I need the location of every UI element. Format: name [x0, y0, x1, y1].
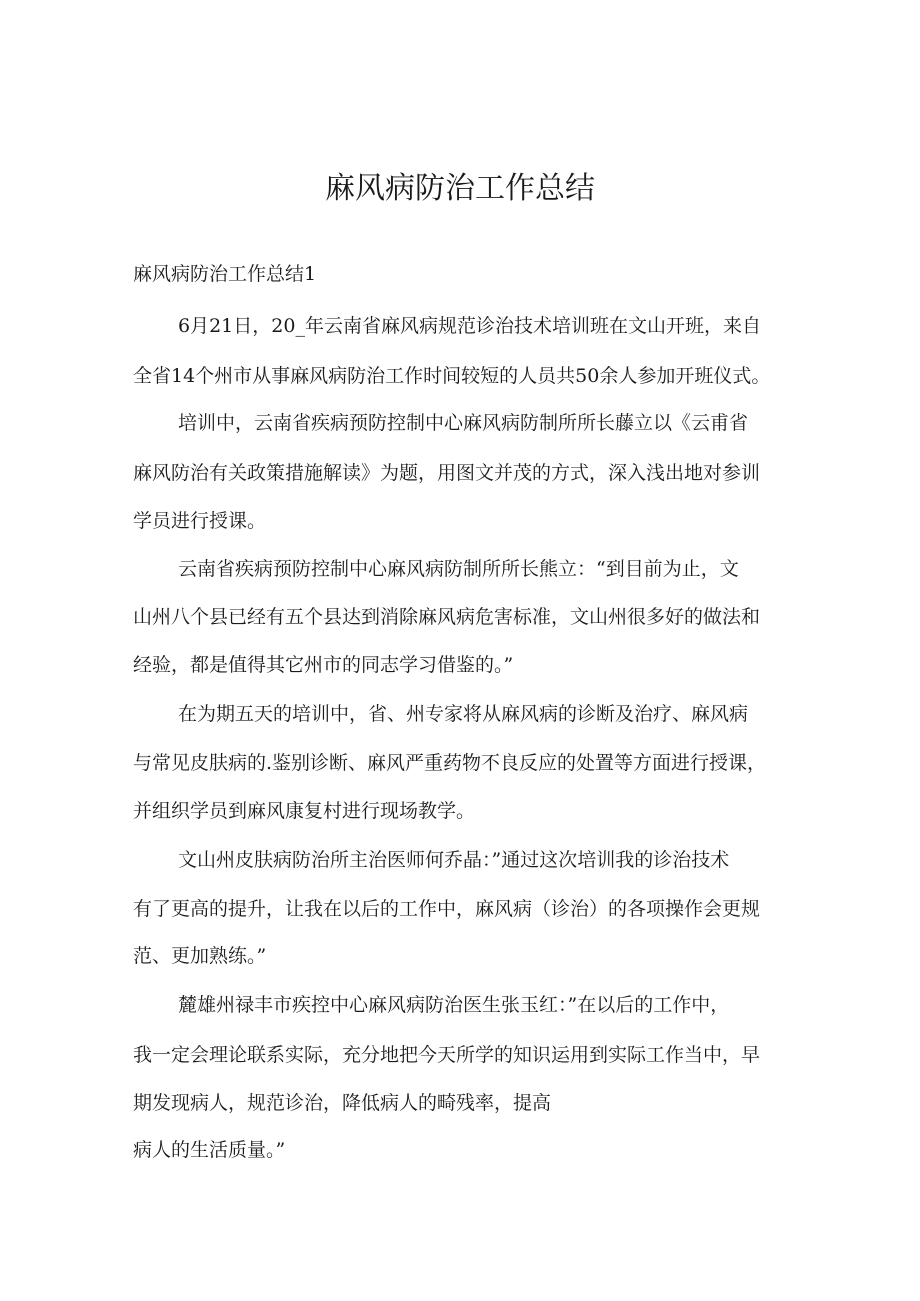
paragraph-line: 麻风防治有关政策措施解读》为题，用图文并茂的方式，深入浅出地对参训 [133, 462, 761, 484]
section-heading: 麻风病防治工作总结1 [133, 263, 317, 285]
paragraph-line: 经验，都是值得其它州市的同志学习借鉴的。” [133, 654, 514, 676]
paragraph-line: 并组织学员到麻风康复村进行现场教学。 [133, 800, 476, 822]
paragraph-line: 有了更高的提升，让我在以后的工作中，麻风病（诊治）的各项操作会更规 [133, 898, 761, 920]
paragraph-line: 在为期五天的培训中，省、州专家将从麻风病的诊断及治疗、麻风病 [178, 703, 749, 725]
paragraph-line: 6月21日，20_年云南省麻风病规范诊治技术培训班在文山开班，来自 [178, 315, 761, 337]
paragraph-line: 全省14个州市从事麻风病防治工作时间较短的人员共50余人参加开班仪式。 [133, 365, 771, 387]
paragraph-line: 病人的生活质量。” [133, 1139, 286, 1161]
paragraph-line: 文山州皮肤病防治所主治医师何乔晶：”通过这次培训我的诊治技术 [178, 849, 730, 871]
paragraph-line: 与常见皮肤病的.鉴别诊断、麻风严重药物不良反应的处置等方面进行授课， [133, 752, 767, 774]
paragraph-line: 培训中，云南省疾病预防控制中心麻风病防制所所长藤立以《云甫省 [178, 412, 749, 434]
paragraph-line: 麓雄州禄丰市疾控中心麻风病防治医生张玉红：”在以后的工作中， [178, 994, 730, 1016]
paragraph-line: 期发现病人，规范诊治，降低病人的畸残率，提高 [133, 1092, 552, 1114]
paragraph-line: 我一定会理论联系实际，充分地把今天所学的知识运用到实际工作当中，早 [133, 1044, 761, 1066]
paragraph-line: 学员进行授课。 [133, 510, 267, 532]
paragraph-line: 云南省疾病预防控制中心麻风病防制所所长熊立：“到目前为止，文 [178, 558, 739, 580]
paragraph-line: 山州八个县已经有五个县达到消除麻风病危害标准，文山州很多好的做法和 [133, 606, 761, 628]
paragraph-line: 范、更加熟练。” [133, 945, 267, 967]
document-title: 麻风病防治工作总结 [325, 171, 595, 206]
